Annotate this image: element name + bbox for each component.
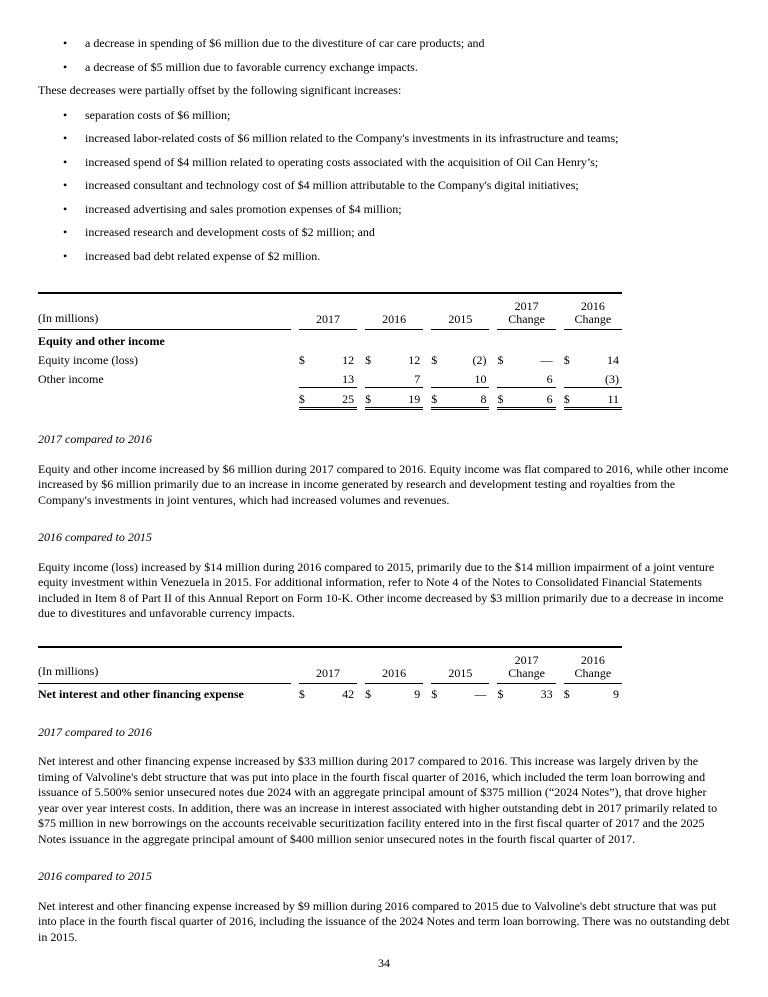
body-paragraph: Net interest and other financing expense increased by $33 million during 2017 compared to 2016. This increase was largely driven by the timing of Valvoline's debt structure that was put into place in the fourth fiscal quarter of 2016, which included the term loan borrowing and issuance of 5.500% senior unsecured notes due 2024 with an aggregate principal amount of $375 million (“2024 Notes”), that drove higher year over year interest costs. In addition, there was an increase in interest associated with higher outstanding debt in 2017 primarily related to $75 million in new borrowings on the accounts receivable securitization facility entered into in the first fiscal quarter of 2017 and the 2025 Notes issuance in the aggregate principal amount of $400 million senior unsecured notes in the fourth fiscal quarter of 2017.: [38, 754, 718, 846]
cell-value: 13: [313, 368, 357, 388]
col-header-2017: 2017: [299, 293, 357, 330]
currency-symbol: $: [563, 352, 570, 367]
bullet-text: increased consultant and technology cost of $4 million attributable to the Company's digital initiatives;: [85, 178, 579, 192]
bullet-text: increased research and development costs of $2 million; and: [85, 225, 375, 239]
cell-value: 33: [540, 687, 553, 701]
comparison-heading: 2016 compared to 2015: [38, 869, 152, 883]
bullet-marker: •: [63, 36, 68, 50]
comparison-heading: 2017 compared to 2016: [38, 724, 152, 739]
net-interest-table: [38, 646, 622, 703]
col-header-2016: 2016: [365, 647, 423, 684]
bullet-marker: •: [63, 225, 68, 239]
table-section-label: Equity and other income: [38, 333, 165, 348]
cell-value: 12: [408, 352, 421, 367]
col-header-2016: 2016: [365, 293, 423, 330]
currency-symbol: $: [431, 388, 445, 409]
cell-value: 9: [414, 687, 421, 701]
currency-symbol: $: [431, 352, 438, 367]
bullet-text: separation costs of $6 million;: [85, 107, 231, 122]
bullet-marker: •: [63, 107, 68, 122]
bullet-text: increased spend of $4 million related to operating costs associated with the acquisition of Oil Can Henry’s;: [85, 154, 599, 169]
currency-symbol: [497, 368, 511, 388]
bullet-text: a decrease in spending of $6 million due to the divestiture of car care products; and: [85, 36, 485, 50]
currency-symbol: [431, 368, 445, 388]
cell-value: 14: [607, 352, 619, 367]
cell-value: —: [474, 687, 487, 701]
comparison-heading: 2017 compared to 2016: [38, 432, 152, 446]
cell-value: 12: [342, 352, 355, 367]
currency-symbol: $: [298, 687, 305, 701]
bullet-marker: •: [63, 131, 68, 145]
bullet-item: [38, 108, 730, 124]
bullet-item: [38, 178, 730, 194]
bullet-marker: •: [63, 59, 68, 74]
bullet-text: increased advertising and sales promotion expenses of $4 million;: [85, 201, 402, 216]
col-header-2017-change: 2017 Change: [497, 647, 555, 684]
currency-symbol: [299, 368, 313, 388]
bullet-marker: •: [63, 154, 68, 169]
table-total-row: [38, 388, 622, 409]
currency-symbol: $: [497, 687, 504, 701]
currency-symbol: $: [563, 687, 570, 701]
cell-value: 7: [379, 368, 423, 388]
col-header-2015: 2015: [431, 293, 489, 330]
currency-symbol: $: [497, 388, 511, 409]
table-row: [38, 368, 622, 388]
bullet-text: a decrease of $5 million due to favorable currency exchange impacts.: [85, 59, 418, 74]
bullet-text: increased labor-related costs of $6 million related to the Company's investments in its infrastructure and teams;: [85, 131, 619, 145]
cell-value: 9: [613, 687, 619, 701]
offset-intro-paragraph: These decreases were partially offset by the following significant increases:: [38, 83, 402, 97]
cell-value: 8: [445, 388, 489, 409]
page-number: 34: [378, 956, 390, 970]
cell-value: 42: [342, 687, 355, 701]
bullet-marker: •: [63, 248, 68, 263]
cell-value: (3): [578, 368, 622, 388]
bullet-marker: •: [63, 201, 68, 216]
bullet-text: increased bad debt related expense of $2 million.: [85, 248, 321, 263]
equity-income-table: [38, 292, 622, 410]
cell-value: 6: [512, 388, 556, 409]
currency-symbol: $: [299, 388, 313, 409]
cell-value: 10: [445, 368, 489, 388]
bullet-item: [38, 131, 730, 147]
body-paragraph: Equity income (loss) increased by $14 million during 2016 compared to 2015, primarily due to the $14 million impairment of a joint venture equity investment within Venezuela in 2015. For additional information, refer to Note 4 of the Notes to Consolidated Financial Statements included in Item 8 of Part II of this Annual Report on Form 10-K. Other income decreased by $3 million primarily due to a decrease in income due to divestitures and unfavorable currency impacts.: [38, 559, 724, 620]
col-header-2017-change: 2017 Change: [497, 293, 555, 330]
currency-symbol: $: [298, 352, 305, 367]
currency-symbol: $: [564, 388, 578, 409]
col-header-2017: 2017: [299, 647, 357, 684]
cell-value: (2): [472, 352, 487, 367]
row-label: Equity income (loss): [38, 352, 138, 367]
table-row: [38, 683, 622, 703]
currency-symbol: [365, 368, 379, 388]
cell-value: 25: [313, 388, 357, 409]
bullet-item: [38, 225, 730, 241]
currency-symbol: $: [497, 352, 504, 367]
cell-value: 19: [379, 388, 423, 409]
currency-symbol: $: [431, 687, 438, 701]
comparison-heading: 2016 compared to 2015: [38, 530, 152, 544]
cell-value: 11: [578, 388, 622, 409]
body-paragraph: Net interest and other financing expense increased by $9 million during 2016 compared to 2015 due to Valvoline's debt structure that was put into place in the fourth fiscal quarter of 2016, including the issuance of the 2024 Notes and term loan borrowing. There was no outstanding debt in 2015.: [38, 898, 730, 944]
body-paragraph: Equity and other income increased by $6 million during 2017 compared to 2016. Equity income was flat compared to 2016, while other income increased by $6 million primarily due to an increase in income generated by research and development testing and royalties from the Company's investments in joint ventures, which had increased volumes and revenues.: [38, 461, 729, 507]
bullet-item: [38, 36, 730, 52]
bullet-item: [38, 60, 730, 76]
col-header-2015: 2015: [431, 647, 489, 684]
bullet-item: [38, 155, 730, 171]
currency-symbol: $: [365, 352, 372, 367]
row-label: Other income: [38, 372, 104, 386]
cell-value: 6: [512, 368, 556, 388]
table-unit-label: (In millions): [38, 647, 291, 684]
currency-symbol: $: [365, 388, 379, 409]
row-label: Net interest and other financing expense: [38, 687, 244, 701]
table-unit-label: (In millions): [38, 293, 291, 330]
col-header-2016-change: 2016 Change: [564, 647, 622, 684]
currency-symbol: [564, 368, 578, 388]
currency-symbol: $: [365, 687, 372, 701]
bullet-item: [38, 249, 730, 265]
table-row: [38, 349, 622, 368]
cell-value: —: [540, 352, 553, 367]
bullet-marker: •: [63, 178, 68, 192]
bullet-item: [38, 202, 730, 218]
col-header-2016-change: 2016 Change: [564, 293, 622, 330]
